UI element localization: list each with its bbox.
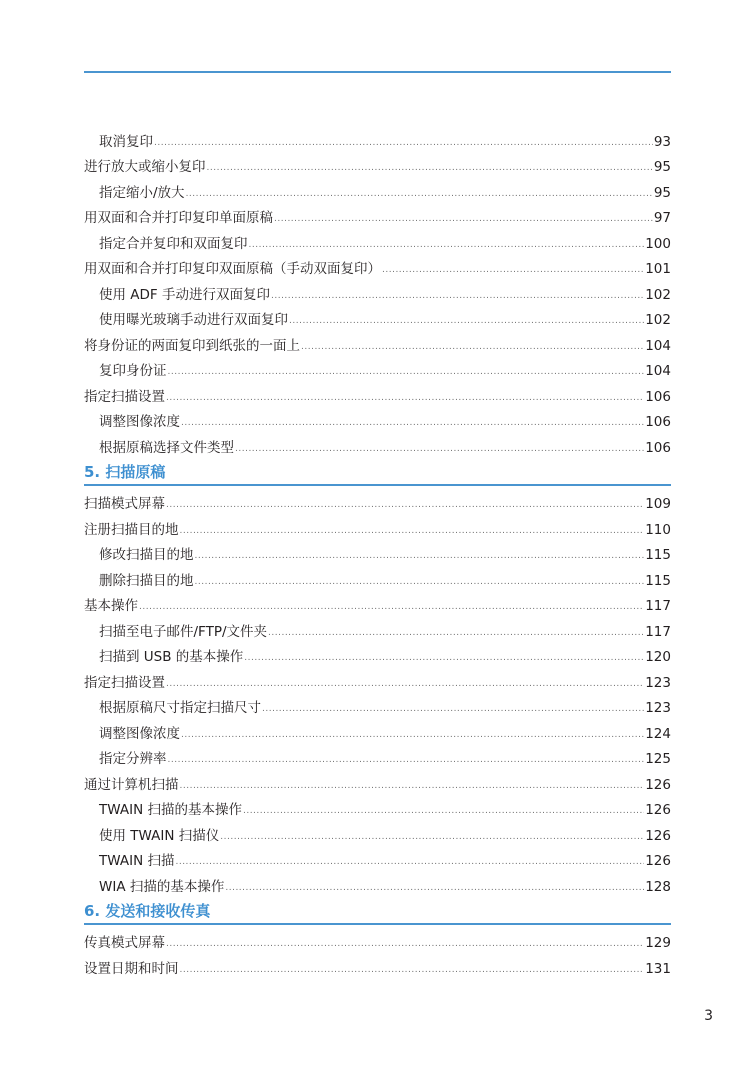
toc-entry[interactable] [84,406,671,432]
toc-entry-label: 使用曝光玻璃手动进行双面复印 [99,312,288,328]
dot-leader [382,266,644,275]
toc-entry-label: 修改扫描目的地 [99,547,194,563]
toc-entry[interactable] [84,202,671,228]
toc-entry-page: 100 [645,235,671,252]
toc-entry-page: 104 [645,363,671,379]
dot-leader [274,215,653,224]
toc-entry-page: 120 [645,649,671,665]
toc-entry-page: 115 [645,547,671,563]
toc-entry-page: 123 [645,674,671,691]
toc-entry[interactable] [84,564,671,590]
toc-entry-label: 指定合并复印和双面复印 [99,235,248,252]
toc-entry-label: 根据原稿选择文件类型 [99,439,234,456]
toc-entry-label: TWAIN 扫描的基本操作 [99,802,242,818]
toc-entry-page: 125 [645,751,671,767]
toc-entry-label: 复印身份证 [99,363,167,379]
toc-entry[interactable] [84,590,671,616]
dot-leader [154,139,653,148]
toc-entry-label: 将身份证的两面复印到纸张的一面上 [84,337,300,354]
dot-leader [244,654,644,663]
toc-entry-page: 131 [645,960,671,977]
toc-entry[interactable] [84,717,671,743]
toc-entry[interactable] [84,151,671,177]
dot-leader [186,190,653,199]
toc-entry[interactable] [84,794,671,820]
toc-entry-label: 调整图像浓度 [99,414,180,430]
dot-leader [235,445,644,454]
toc-entry-label: 用双面和合并打印复印单面原稿 [84,210,273,226]
toc-entry-page: 101 [645,261,671,277]
toc-entry-page: 102 [645,286,671,303]
toc-entry-label: 用双面和合并打印复印双面原稿（手动双面复印） [84,261,381,277]
toc-entry-page: 123 [645,700,671,716]
toc-entry[interactable] [84,304,671,330]
toc-entry-label: TWAIN 扫描 [99,853,175,869]
toc-entry-page: 126 [645,802,671,818]
dot-leader [262,705,644,714]
toc-entry-page: 95 [653,184,671,201]
toc-entry-page: 115 [645,572,671,589]
toc-entry-page: 126 [645,827,671,844]
toc-entry[interactable] [84,227,671,253]
dot-leader [168,756,645,765]
toc-entry-page: 106 [645,439,671,456]
dot-leader [166,940,644,949]
toc-entry-page: 93 [653,133,671,150]
dot-leader [166,394,644,403]
page-number: 3 [704,1008,713,1024]
chapter-heading: 5. 扫描原稿 [84,457,671,486]
toc-entry-page: 106 [645,414,671,430]
toc-entry[interactable] [84,768,671,794]
toc-entry-label: 基本操作 [84,598,138,614]
toc-entry[interactable] [84,125,671,151]
toc-entry-label: 注册扫描目的地 [84,521,179,538]
toc-entry[interactable] [84,870,671,896]
toc-entry-page: 129 [645,935,671,951]
toc-entry-page: 106 [645,388,671,405]
toc-entry[interactable] [84,513,671,539]
toc-entry[interactable] [84,952,671,978]
toc-entry[interactable] [84,641,671,667]
toc-entry-label: 使用 TWAIN 扫描仪 [99,827,220,844]
toc-entry[interactable] [84,355,671,381]
toc-entry[interactable] [84,819,671,845]
toc-entry-label: 扫描模式屏幕 [84,496,165,512]
toc-entry-label: 通过计算机扫描 [84,776,179,793]
toc-entry-label: 扫描到 USB 的基本操作 [99,649,244,665]
dot-leader [249,241,645,250]
toc-entry[interactable] [84,431,671,457]
dot-leader [180,782,645,791]
table-of-contents [84,125,671,978]
toc-entry-page: 128 [645,878,671,895]
toc-entry-page: 110 [645,521,671,538]
toc-entry-label: 根据原稿尺寸指定扫描尺寸 [99,700,261,716]
toc-entry-page: 109 [645,496,671,512]
toc-entry-page: 126 [645,776,671,793]
dot-leader [180,966,645,975]
dot-leader [268,629,644,638]
toc-entry-label: 指定扫描设置 [84,674,165,691]
dot-leader [168,368,645,377]
toc-entry[interactable] [84,539,671,565]
toc-entry[interactable] [84,278,671,304]
toc-entry[interactable] [84,615,671,641]
dot-leader [207,164,653,173]
toc-entry[interactable] [84,176,671,202]
dot-leader [195,578,645,587]
toc-entry-page: 102 [645,312,671,328]
toc-entry-label: 设置日期和时间 [84,960,179,977]
toc-entry[interactable] [84,927,671,953]
toc-entry-label: 取消复印 [99,133,153,150]
toc-entry-label: 指定扫描设置 [84,388,165,405]
toc-entry-label: 使用 ADF 手动进行双面复印 [99,286,270,303]
dot-leader [301,343,644,352]
dot-leader [271,292,644,301]
dot-leader [175,858,644,867]
toc-entry-label: 扫描至电子邮件/FTP/文件夹 [99,623,268,640]
toc-entry[interactable] [84,845,671,871]
toc-entry-page: 126 [645,853,671,869]
toc-entry[interactable] [84,692,671,718]
toc-entry-page: 104 [645,337,671,354]
toc-entry[interactable] [84,329,671,355]
toc-entry-page: 95 [653,159,671,175]
chapter-heading: 6. 发送和接收传真 [84,896,671,925]
toc-entry[interactable] [84,666,671,692]
toc-entry-page: 124 [645,725,671,742]
toc-entry-label: WIA 扫描的基本操作 [99,878,225,895]
dot-leader [166,680,644,689]
toc-entry-label: 调整图像浓度 [99,725,180,742]
header-rule [84,71,671,73]
dot-leader [243,807,644,816]
toc-entry-label: 删除扫描目的地 [99,572,194,589]
toc-entry-label: 指定缩小/放大 [99,184,185,201]
toc-entry[interactable] [84,380,671,406]
toc-entry-label: 传真模式屏幕 [84,935,165,951]
dot-leader [166,501,644,510]
dot-leader [220,833,644,842]
toc-entry-page: 117 [645,623,671,640]
dot-leader [195,552,645,561]
toc-entry-label: 进行放大或缩小复印 [84,159,206,175]
dot-leader [181,731,644,740]
toc-entry[interactable] [84,488,671,514]
dot-leader [139,603,644,612]
toc-entry-page: 97 [653,210,671,226]
toc-entry[interactable] [84,743,671,769]
toc-entry-page: 117 [645,598,671,614]
toc-entry[interactable] [84,253,671,279]
dot-leader [289,317,644,326]
dot-leader [180,527,645,536]
toc-entry-label: 指定分辨率 [99,751,167,767]
dot-leader [181,419,644,428]
dot-leader [225,884,644,893]
